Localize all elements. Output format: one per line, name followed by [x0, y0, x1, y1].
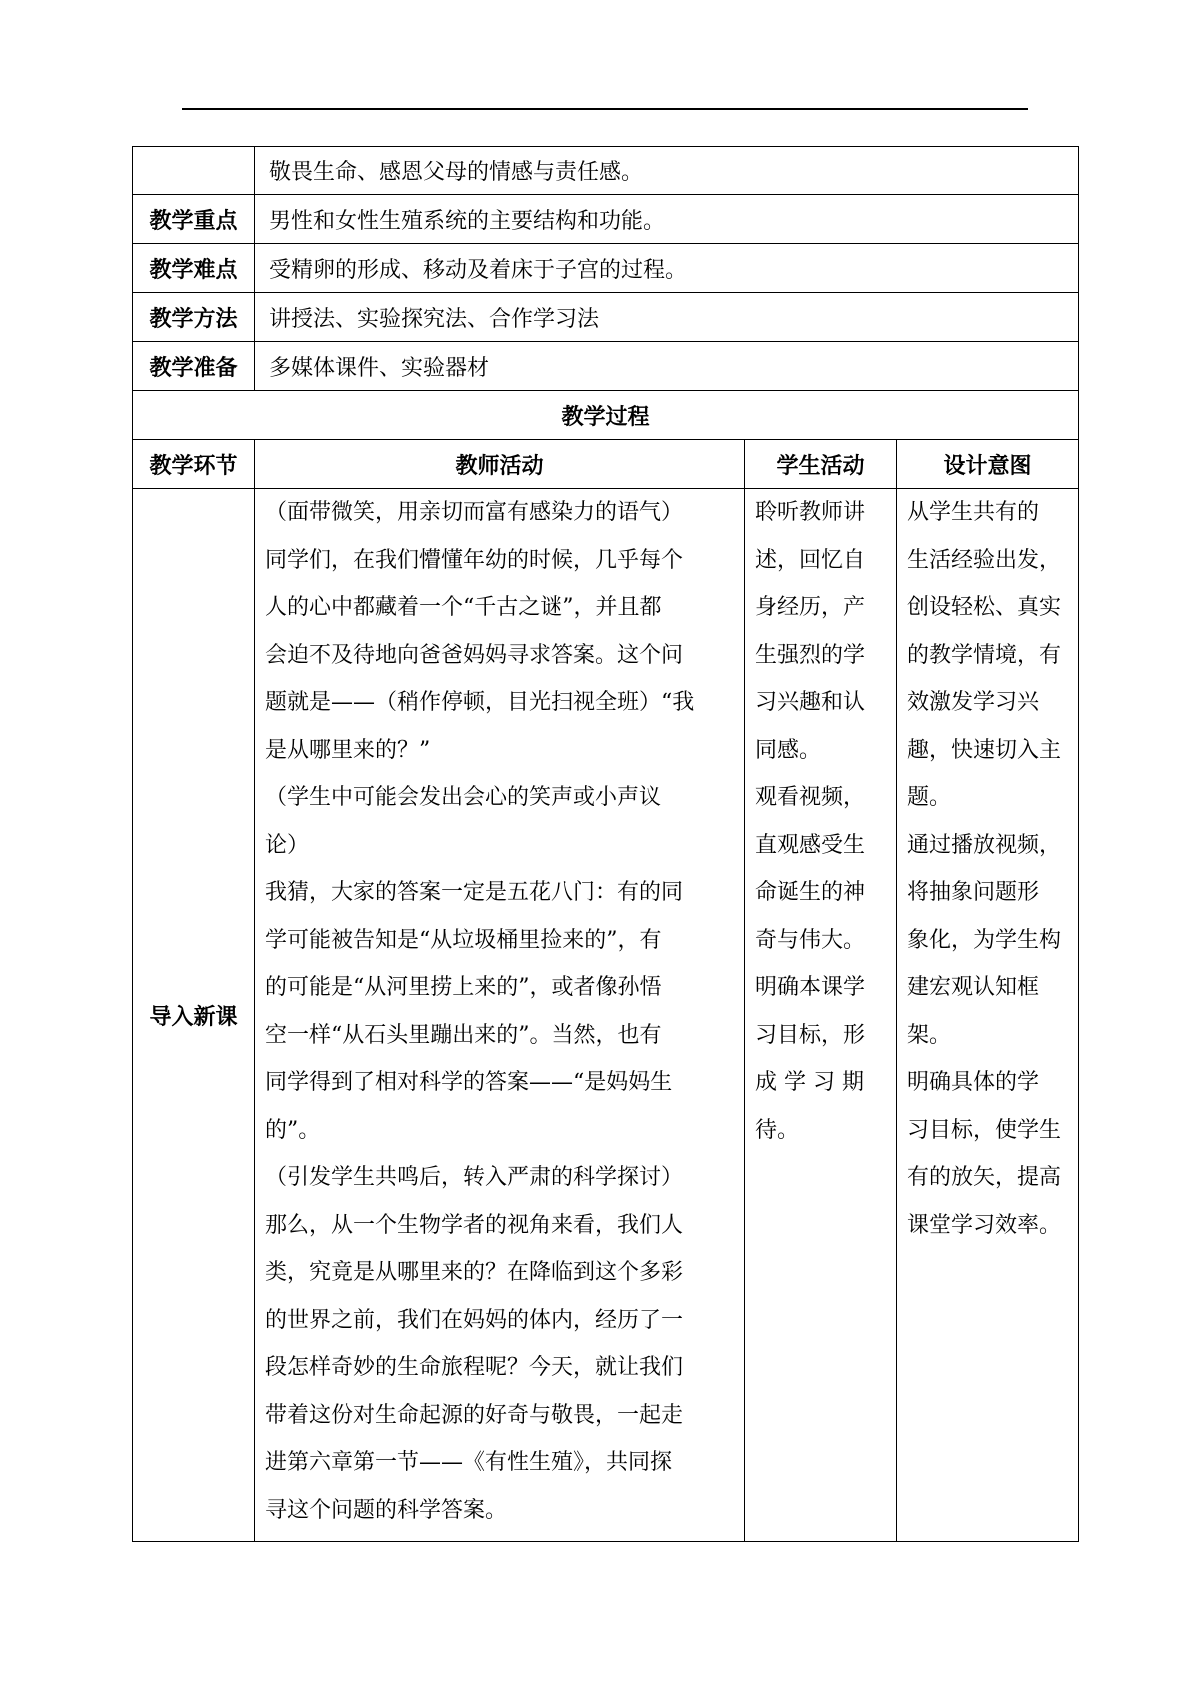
- teacher-activity-line: 学可能被告知是“从垃圾桶里捡来的”，有: [265, 927, 662, 953]
- design-intent-line: 明确具体的学: [907, 1070, 1040, 1095]
- teacher-activity-line: 题就是——（稍作停顿，目光扫视全班）“我: [265, 690, 695, 715]
- teacher-activity-line: 类，究竟是从哪里来的？在降临到这个多彩: [265, 1260, 684, 1285]
- header-teacher-activity: 教师活动: [255, 440, 745, 489]
- student-activity-line: 生强烈的学: [755, 642, 866, 668]
- design-intent-line: 题。: [907, 785, 952, 810]
- student-activity-line: 观看视频，: [755, 785, 866, 810]
- goal-row: [133, 147, 1079, 195]
- student-activity-line: 聆听教师讲: [755, 500, 866, 525]
- teacher-activity-line: 进第六章第一节——《有性生殖》，共同探: [265, 1450, 673, 1475]
- teacher-activity-line: 人的心中都藏着一个“千古之谜”，并且都: [265, 595, 662, 620]
- teacher-activity-line: 段怎样奇妙的生命旅程呢？今天，就让我们: [265, 1355, 684, 1380]
- design-intent-line: 习目标，使学生: [907, 1117, 1062, 1143]
- design-intent-line: 创设轻松、真实: [907, 595, 1062, 620]
- design-intent-line: 趣，快速切入主: [907, 737, 1062, 763]
- teacher-activity-line: 那么，从一个生物学者的视角来看，我们人: [265, 1212, 684, 1238]
- teacher-activity-line: 寻这个问题的科学答案。: [265, 1497, 508, 1523]
- teacher-activity-line: 的可能是“从河里捞上来的”，或者像孙悟: [265, 975, 662, 1000]
- student-activity-text: [745, 489, 896, 1154]
- teacher-activity-line: （引发学生共鸣后，转入严肃的科学探讨）: [265, 1165, 684, 1190]
- student-activity-line: 同感。: [755, 737, 822, 763]
- student-activity-cell: [745, 489, 897, 1542]
- student-activity-line: 成 学 习 期: [755, 1070, 864, 1095]
- teacher-activity-cell: [255, 489, 745, 1542]
- teacher-activity-line: （面带微笑，用亲切而富有感染力的语气）: [265, 500, 684, 525]
- student-activity-line: 习目标，形: [755, 1022, 866, 1048]
- teacher-activity-line: 带着这份对生命起源的好奇与敬畏，一起走: [265, 1402, 684, 1428]
- header-student-activity: 学生活动: [745, 440, 897, 489]
- method-text: 讲授法、实验探究法、合作学习法: [255, 293, 1079, 342]
- design-intent-line: 通过播放视频，: [907, 832, 1062, 858]
- student-activity-line: 直观感受生: [755, 832, 866, 858]
- lesson-plan-table: [132, 146, 1079, 1542]
- method-label: 教学方法: [133, 293, 255, 342]
- teacher-activity-line: 是从哪里来的？”: [265, 737, 431, 763]
- design-intent-cell: [897, 489, 1079, 1542]
- design-intent-line: 建宏观认知框: [907, 975, 1040, 1000]
- student-activity-line: 命诞生的神: [755, 880, 866, 905]
- student-activity-line: 奇与伟大。: [755, 927, 866, 953]
- design-intent-line: 架。: [907, 1022, 952, 1048]
- process-title-row: [133, 391, 1079, 440]
- teacher-activity-line: 同学们，在我们懵懂年幼的时候，几乎每个: [265, 547, 684, 573]
- intro-stage-row: [133, 489, 1079, 1542]
- design-intent-line: 将抽象问题形: [907, 880, 1040, 905]
- teacher-activity-line: 同学得到了相对科学的答案——“是妈妈生: [265, 1070, 673, 1095]
- process-header-row: [133, 440, 1079, 489]
- teacher-activity-line: 会迫不及待地向爸爸妈妈寻求答案。这个问: [265, 642, 684, 668]
- design-intent-line: 的教学情境，有: [907, 642, 1062, 668]
- teacher-activity-text: [255, 489, 744, 1534]
- key-point-label: 教学重点: [133, 195, 255, 244]
- student-activity-line: 述，回忆自: [755, 547, 866, 573]
- design-intent-line: 象化，为学生构: [907, 927, 1062, 953]
- key-point-row: [133, 195, 1079, 244]
- preparation-text: 多媒体课件、实验器材: [255, 342, 1079, 391]
- header-design-intent: 设计意图: [897, 440, 1079, 489]
- key-point-text: 男性和女性生殖系统的主要结构和功能。: [255, 195, 1079, 244]
- student-activity-line: 明确本课学: [755, 975, 866, 1000]
- goal-label: [133, 147, 255, 195]
- teacher-activity-line: （学生中可能会发出会心的笑声或小声议: [265, 785, 662, 810]
- teacher-activity-line: 的世界之前，我们在妈妈的体内，经历了一: [265, 1307, 684, 1333]
- student-activity-line: 待。: [755, 1117, 800, 1143]
- teacher-activity-line: 的”。: [265, 1117, 321, 1143]
- difficulty-text: 受精卵的形成、移动及着床于子宫的过程。: [255, 244, 1079, 293]
- teacher-activity-line: 空一样“从石头里蹦出来的”。当然，也有: [265, 1022, 662, 1048]
- teacher-activity-line: 论）: [265, 832, 310, 858]
- student-activity-line: 身经历，产: [755, 595, 866, 620]
- method-row: [133, 293, 1079, 342]
- stage-label: 导入新课: [133, 489, 255, 1542]
- design-intent-line: 效激发学习兴: [907, 690, 1040, 715]
- design-intent-line: 有的放矢，提高: [907, 1165, 1062, 1190]
- design-intent-line: 生活经验出发，: [907, 547, 1062, 573]
- header-stage: 教学环节: [133, 440, 255, 489]
- design-intent-line: 从学生共有的: [907, 500, 1040, 525]
- preparation-row: [133, 342, 1079, 391]
- student-activity-line: 习兴趣和认: [755, 690, 866, 715]
- process-title: 教学过程: [133, 391, 1079, 440]
- preparation-label: 教学准备: [133, 342, 255, 391]
- teacher-activity-line: 我猜，大家的答案一定是五花八门：有的同: [265, 880, 684, 905]
- design-intent-line: 课堂学习效率。: [907, 1212, 1062, 1238]
- difficulty-row: [133, 244, 1079, 293]
- header-rule: [182, 108, 1028, 110]
- goal-text: 敬畏生命、感恩父母的情感与责任感。: [255, 147, 1079, 195]
- design-intent-text: [897, 489, 1078, 1249]
- difficulty-label: 教学难点: [133, 244, 255, 293]
